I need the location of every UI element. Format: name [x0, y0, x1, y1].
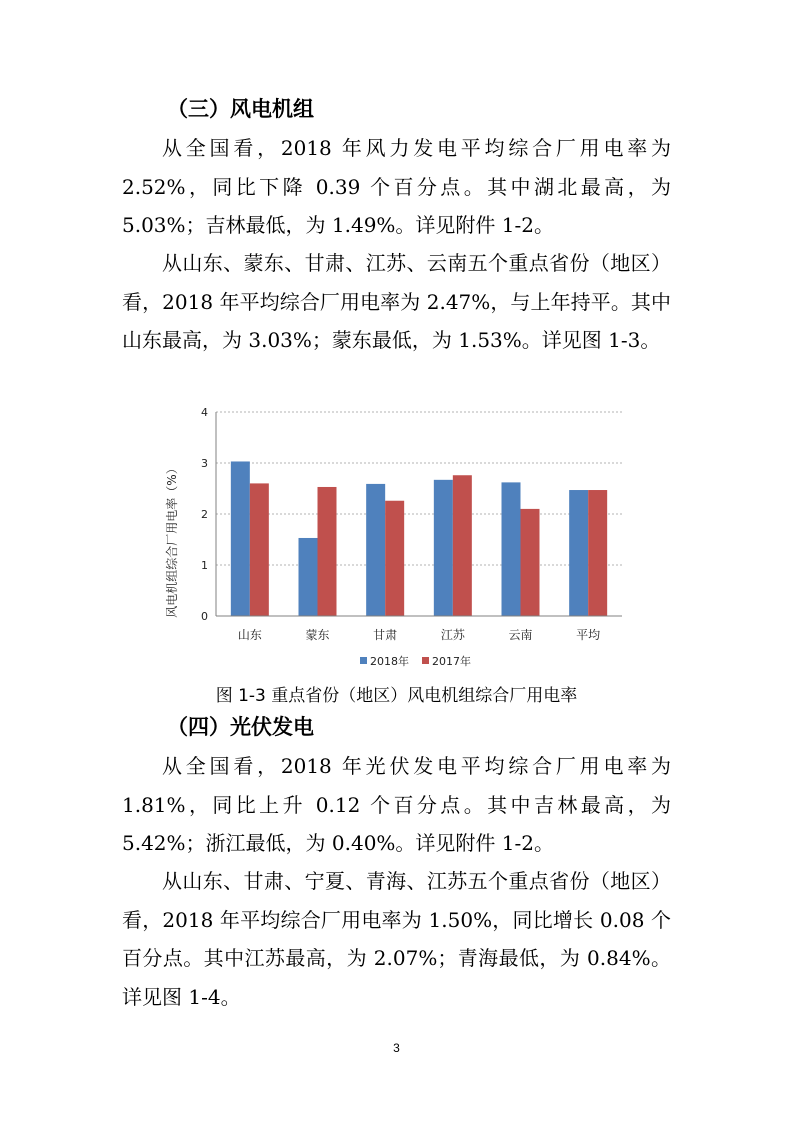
- legend-swatch-2017年: [422, 657, 429, 664]
- page-number: 3: [393, 1041, 400, 1055]
- y-axis-label: 风电机组综合厂用电率（%）: [165, 462, 179, 618]
- y-tick-label: 1: [201, 559, 208, 572]
- y-tick-label: 3: [201, 457, 208, 470]
- bar-2018年-平均: [569, 490, 588, 616]
- bar-2017年-平均: [588, 490, 607, 616]
- bar-2017年-云南: [521, 509, 540, 616]
- bar-2017年-甘肃: [385, 501, 404, 616]
- bar-2018年-江苏: [434, 480, 453, 616]
- x-tick-label: 蒙东: [305, 628, 330, 642]
- section-4-paragraph-1: 从全国看，2018 年光伏发电平均综合厂用电率为 1.81%，同比上升 0.12 个百分点。其中吉林最高，为 5.42%；浙江最低，为 0.40%。详见附件 1-2。: [122, 754, 671, 855]
- section-4-heading: （四）光伏发电: [167, 715, 314, 739]
- x-tick-label: 平均: [576, 628, 601, 642]
- wind-turbine-auxiliary-rate-chart: [160, 400, 640, 680]
- legend-label: 2017年: [432, 655, 471, 668]
- x-tick-label: 山东: [237, 628, 262, 642]
- y-tick-label: 0: [201, 610, 208, 623]
- y-tick-label: 4: [201, 406, 208, 419]
- section-3-paragraph-2: 从山东、蒙东、甘肃、江苏、云南五个重点省份（地区）看，2018 年平均综合厂用电率为 2.47%，与上年持平。其中山东最高，为 3.03%；蒙东最低，为 1.53%。详见图 1-3。: [122, 251, 671, 352]
- legend-label: 2018年: [370, 655, 409, 668]
- chart-bars: [231, 461, 607, 616]
- bar-2018年-甘肃: [366, 484, 385, 616]
- chart-gridlines: [216, 412, 622, 565]
- y-tick-label: 2: [201, 508, 208, 521]
- x-tick-label: 江苏: [440, 628, 465, 642]
- section-4-paragraph-2: 从山东、甘肃、宁夏、青海、江苏五个重点省份（地区）看，2018 年平均综合厂用电率为 1.50%，同比增长 0.08 个百分点。其中江苏最高，为 2.07%；青海最低，为 0.84%。详见图 1-4。: [122, 869, 671, 1009]
- legend-swatch-2018年: [360, 657, 367, 664]
- bar-2017年-蒙东: [318, 487, 337, 616]
- bar-2017年-江苏: [453, 475, 472, 616]
- bar-2017年-山东: [250, 483, 269, 616]
- figure-caption: 图 1-3 重点省份（地区）风电机组综合厂用电率: [215, 686, 578, 706]
- bar-2018年-云南: [502, 482, 521, 616]
- bar-2018年-山东: [231, 461, 250, 616]
- x-tick-label: 甘肃: [373, 628, 398, 642]
- chart-legend: [360, 654, 471, 668]
- bar-2018年-蒙东: [299, 538, 318, 616]
- section-3-heading: （三）风电机组: [167, 97, 314, 121]
- section-3-paragraph-1: 从全国看，2018 年风力发电平均综合厂用电率为 2.52%，同比下降 0.39 个百分点。其中湖北最高，为 5.03%；吉林最低，为 1.49%。详见附件 1-2。: [122, 136, 671, 237]
- x-tick-label: 云南: [508, 628, 533, 642]
